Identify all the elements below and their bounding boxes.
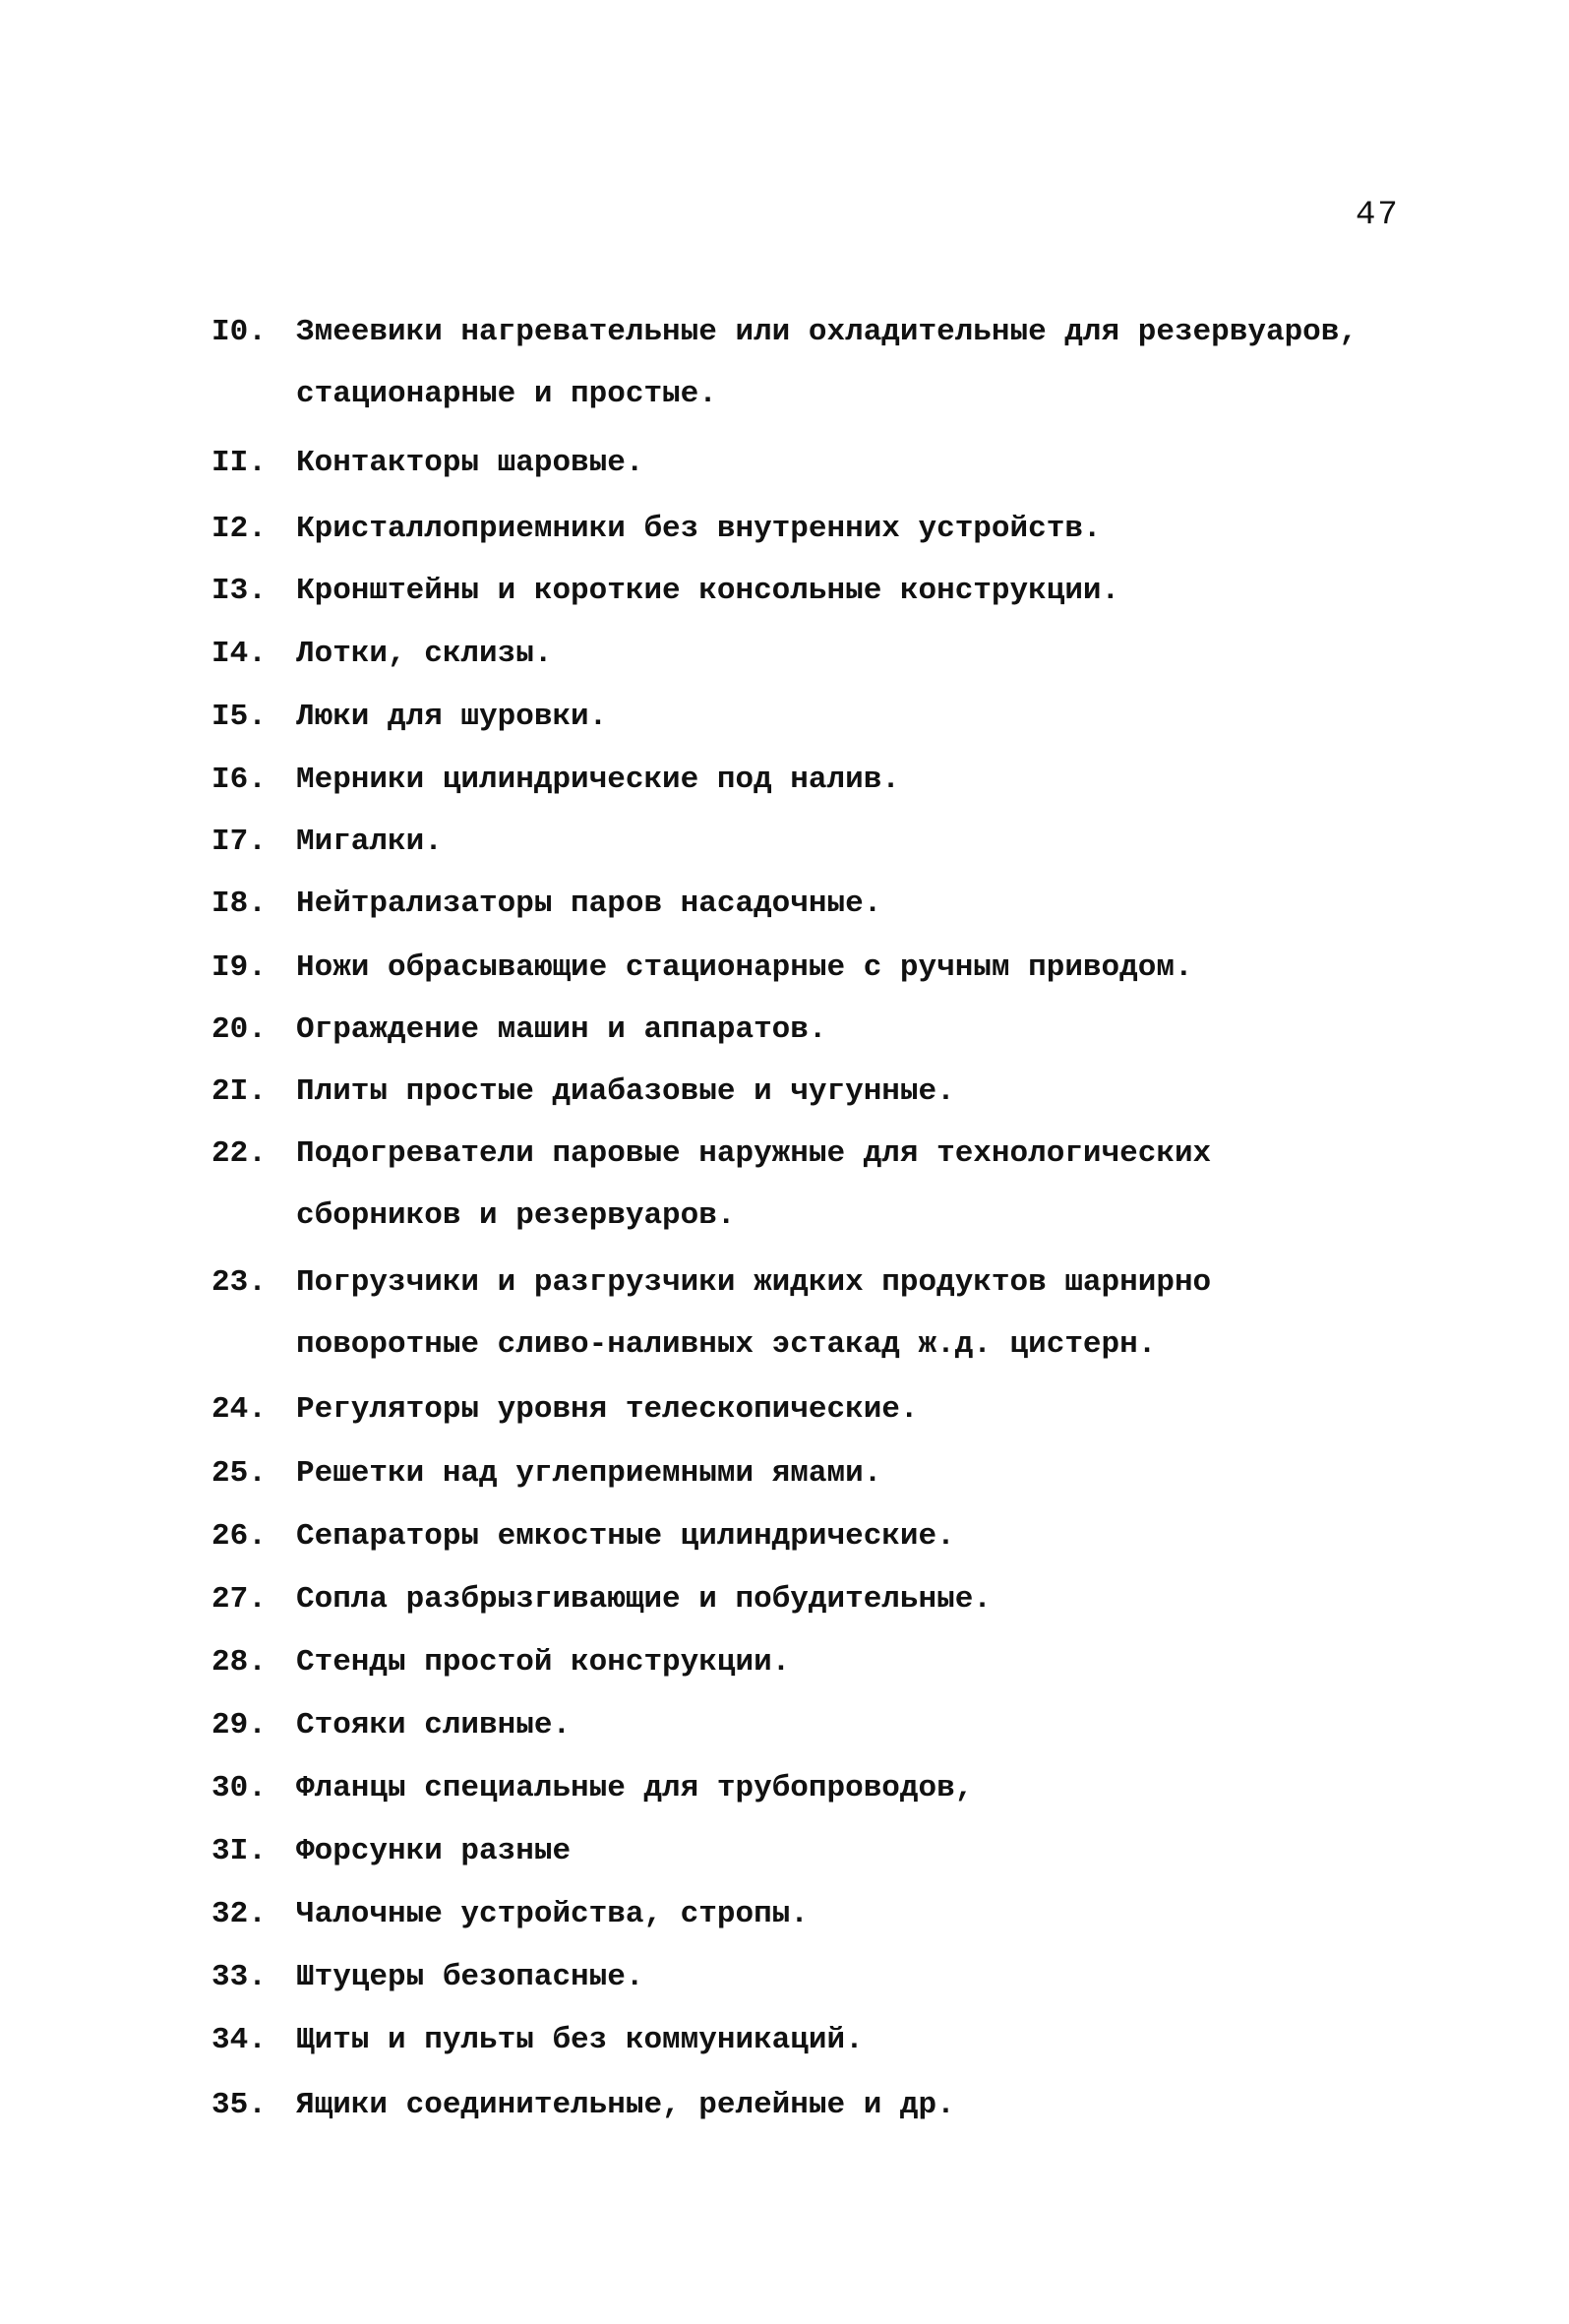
item-text-line: стационарные и простые. [296, 377, 717, 411]
item-text-line: Змеевики нагревательные или охладительные для резервуаров, [296, 315, 1358, 349]
item-number: 23. [211, 1265, 267, 1300]
item-text-line: поворотные сливо-наливных эстакад ж.д. цистерн. [296, 1327, 1157, 1362]
item-text-line: Решетки над углеприемными ямами. [296, 1456, 882, 1491]
item-number: 28. [211, 1645, 267, 1680]
item-number: 2I. [211, 1074, 267, 1109]
item-number: I9. [211, 950, 267, 985]
item-text-line: Ограждение машин и аппаратов. [296, 1012, 827, 1047]
item-number: 30. [211, 1771, 267, 1805]
item-number: I5. [211, 700, 267, 734]
item-text-line: Мигалки. [296, 825, 443, 859]
item-text-line: Плиты простые диабазовые и чугунные. [296, 1074, 955, 1109]
item-text-line: Кронштейны и короткие консольные конструкции. [296, 574, 1120, 608]
item-number: I8. [211, 887, 267, 921]
item-text-line: Стояки сливные. [296, 1708, 572, 1743]
item-number: I4. [211, 637, 267, 671]
item-text-line: Регуляторы уровня телескопические. [296, 1392, 919, 1427]
item-text-line: сборников и резервуаров. [296, 1198, 736, 1233]
item-text-line: Форсунки разные [296, 1834, 572, 1868]
item-number: 32. [211, 1897, 267, 1931]
item-number: 33. [211, 1960, 267, 1994]
item-number: II. [211, 446, 267, 480]
item-number: I7. [211, 825, 267, 859]
item-number: I0. [211, 315, 267, 349]
item-number: 22. [211, 1136, 267, 1171]
item-number: 27. [211, 1582, 267, 1617]
item-number: 24. [211, 1392, 267, 1427]
item-text-line: Люки для шуровки. [296, 700, 608, 734]
item-text-line: Фланцы специальные для трубопроводов, [296, 1771, 974, 1805]
item-text-line: Контакторы шаровые. [296, 446, 644, 480]
item-text-line: Ножи обрасывающие стационарные с ручным приводом. [296, 950, 1193, 985]
item-number: 25. [211, 1456, 267, 1491]
item-number: 3I. [211, 1834, 267, 1868]
item-text-line: Кристаллоприемники без внутренних устройств. [296, 512, 1102, 546]
item-number: 34. [211, 2023, 267, 2057]
item-number: I3. [211, 574, 267, 608]
page-number: 47 [1356, 197, 1400, 234]
item-number: I6. [211, 763, 267, 797]
item-number: 26. [211, 1519, 267, 1554]
item-text-line: Погрузчики и разгрузчики жидких продуктов шарнирно [296, 1265, 1212, 1300]
item-number: 20. [211, 1012, 267, 1047]
item-text-line: Стенды простой конструкции. [296, 1645, 791, 1680]
item-text-line: Мерники цилиндрические под налив. [296, 763, 900, 797]
item-number: 35. [211, 2088, 267, 2122]
item-text-line: Щиты и пульты без коммуникаций. [296, 2023, 864, 2057]
item-text-line: Подогреватели паровые наружные для технологических [296, 1136, 1212, 1171]
item-text-line: Сепараторы емкостные цилиндрические. [296, 1519, 955, 1554]
item-number: 29. [211, 1708, 267, 1743]
item-text-line: Нейтрализаторы паров насадочные. [296, 887, 882, 921]
item-text-line: Лотки, склизы. [296, 637, 553, 671]
item-text-line: Сопла разбрызгивающие и побудительные. [296, 1582, 992, 1617]
item-number: I2. [211, 512, 267, 546]
item-text-line: Штуцеры безопасные. [296, 1960, 644, 1994]
item-text-line: Чалочные устройства, стропы. [296, 1897, 809, 1931]
item-text-line: Ящики соединительные, релейные и др. [296, 2088, 955, 2122]
